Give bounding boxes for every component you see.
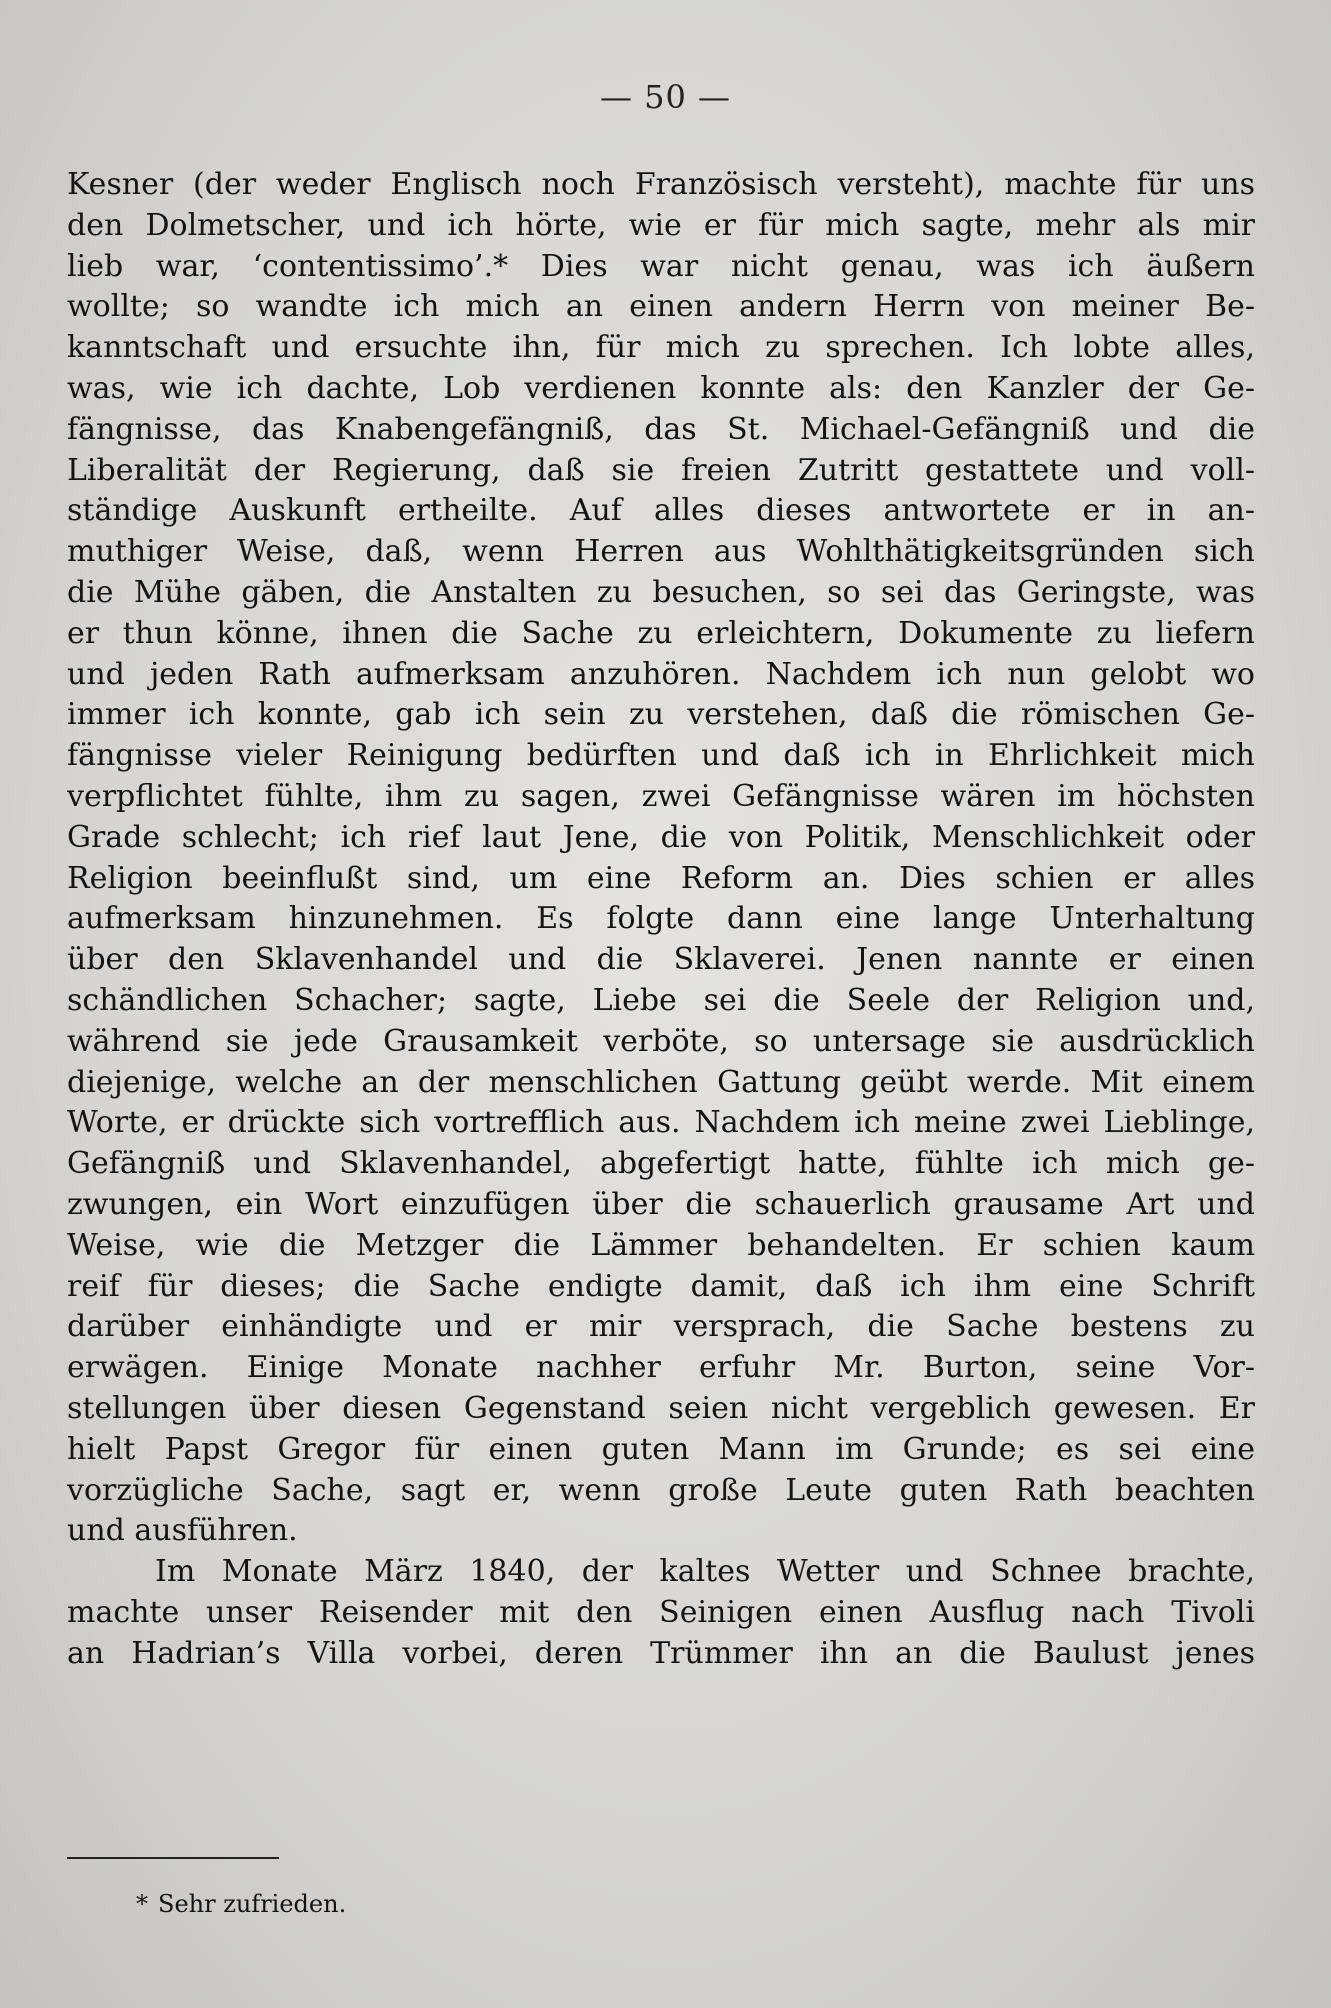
text-line: Religion beeinflußt sind, um eine Reform an. Dies schien er alles [67, 860, 1255, 896]
text-line: Grade schlecht; ich rief laut Jene, die von Politik, Menschlichkeit oder [67, 819, 1255, 855]
text-line: aufmerksam hinzunehmen. Es folgte dann eine lange Unterhaltung [67, 901, 1255, 937]
body-text [67, 165, 1255, 1674]
text-line: über den Sklavenhandel und die Sklaverei. Jenen nannte er einen [67, 942, 1255, 978]
text-line: und jeden Rath aufmerksam anzuhören. Nachdem ich nun gelobt wo [67, 656, 1255, 692]
text-line: hielt Papst Gregor für einen guten Mann im Grunde; es sei eine [67, 1431, 1255, 1467]
text-line: machte unser Reisender mit den Seinigen einen Ausflug nach Tivoli [67, 1594, 1255, 1630]
text-line: immer ich konnte, gab ich sein zu verstehen, daß die römischen Ge- [67, 697, 1255, 733]
text-line: was, wie ich dachte, Lob verdienen konnte als: den Kanzler der Ge- [67, 370, 1255, 406]
footnote-marker: * [136, 1890, 148, 1918]
text-line: Kesner (der weder Englisch noch Französisch versteht), machte für uns [67, 167, 1255, 202]
text-line: muthiger Weise, daß, wenn Herren aus Wohlthätigkeitsgründen sich [67, 534, 1255, 570]
text-line: wollte; so wandte ich mich an einen andern Herrn von meiner Be- [67, 289, 1255, 325]
text-line: Gefängniß und Sklavenhandel, abgefertigt hatte, fühlte ich mich ge- [67, 1146, 1255, 1182]
text-line: fängnisse, das Knabengefängniß, das St. Michael-Gefängniß und die [67, 411, 1255, 447]
text-line: er thun könne, ihnen die Sache zu erleichtern, Dokumente zu liefern [67, 615, 1255, 651]
text-line: an Hadrian’s Villa vorbei, deren Trümmer ihn an die Baulust jenes [67, 1635, 1255, 1671]
text-line: reif für dieses; die Sache endigte damit, daß ich ihm eine Schrift [67, 1268, 1255, 1304]
text-line: während sie jede Grausamkeit verböte, so untersage sie ausdrücklich [67, 1023, 1255, 1059]
text-line: erwägen. Einige Monate nachher erfuhr Mr. Burton, seine Vor- [67, 1350, 1255, 1386]
text-line: lieb war, ‘contentissimo’.* Dies war nicht genau, was ich äußern [67, 248, 1255, 284]
text-line: darüber einhändigte und er mir versprach, die Sache bestens zu [67, 1309, 1255, 1345]
text-line: zwungen, ein Wort einzufügen über die schauerlich grausame Art und [67, 1186, 1255, 1222]
paragraph-end-line: und ausführen. [67, 1513, 298, 1549]
text-line: kanntschaft und ersuchte ihn, für mich zu sprechen. Ich lobte alles, [67, 330, 1255, 366]
footnote-text: Sehr zufrieden. [158, 1890, 347, 1918]
text-line: vorzügliche Sache, sagt er, wenn große Leute guten Rath beachten [67, 1472, 1255, 1508]
text-line: Weise, wie die Metzger die Lämmer behandelten. Er schien kaum [67, 1227, 1255, 1263]
text-line: fängnisse vieler Reinigung bedürften und daß ich in Ehrlichkeit mich [67, 738, 1255, 774]
text-line: verpflichtet fühlte, ihm zu sagen, zwei Gefängnisse wären im höchsten [67, 778, 1255, 814]
text-line: schändlichen Schacher; sagte, Liebe sei die Seele der Religion und, [67, 982, 1255, 1018]
text-line: ständige Auskunft ertheilte. Auf alles dieses antwortete er in an- [67, 493, 1255, 529]
text-line: die Mühe gäben, die Anstalten zu besuchen, so sei das Geringste, was [67, 574, 1255, 610]
page-number: — 50 — [599, 78, 732, 116]
footnote [136, 1890, 346, 1918]
text-line: diejenige, welche an der menschlichen Gattung geübt werde. Mit einem [67, 1064, 1255, 1100]
text-line: Liberalität der Regierung, daß sie freien Zutritt gestattete und voll- [67, 452, 1255, 488]
text-line: den Dolmetscher, und ich hörte, wie er für mich sagte, mehr als mir [67, 207, 1255, 243]
paragraph-start-line: Im Monate März 1840, der kaltes Wetter und Schnee brachte, [155, 1554, 1255, 1590]
text-line: stellungen über diesen Gegenstand seien nicht vergeblich gewesen. Er [67, 1390, 1255, 1426]
footnote-divider [67, 1857, 279, 1859]
text-line: Worte, er drückte sich vortrefflich aus. Nachdem ich meine zwei Lieblinge, [67, 1105, 1255, 1141]
